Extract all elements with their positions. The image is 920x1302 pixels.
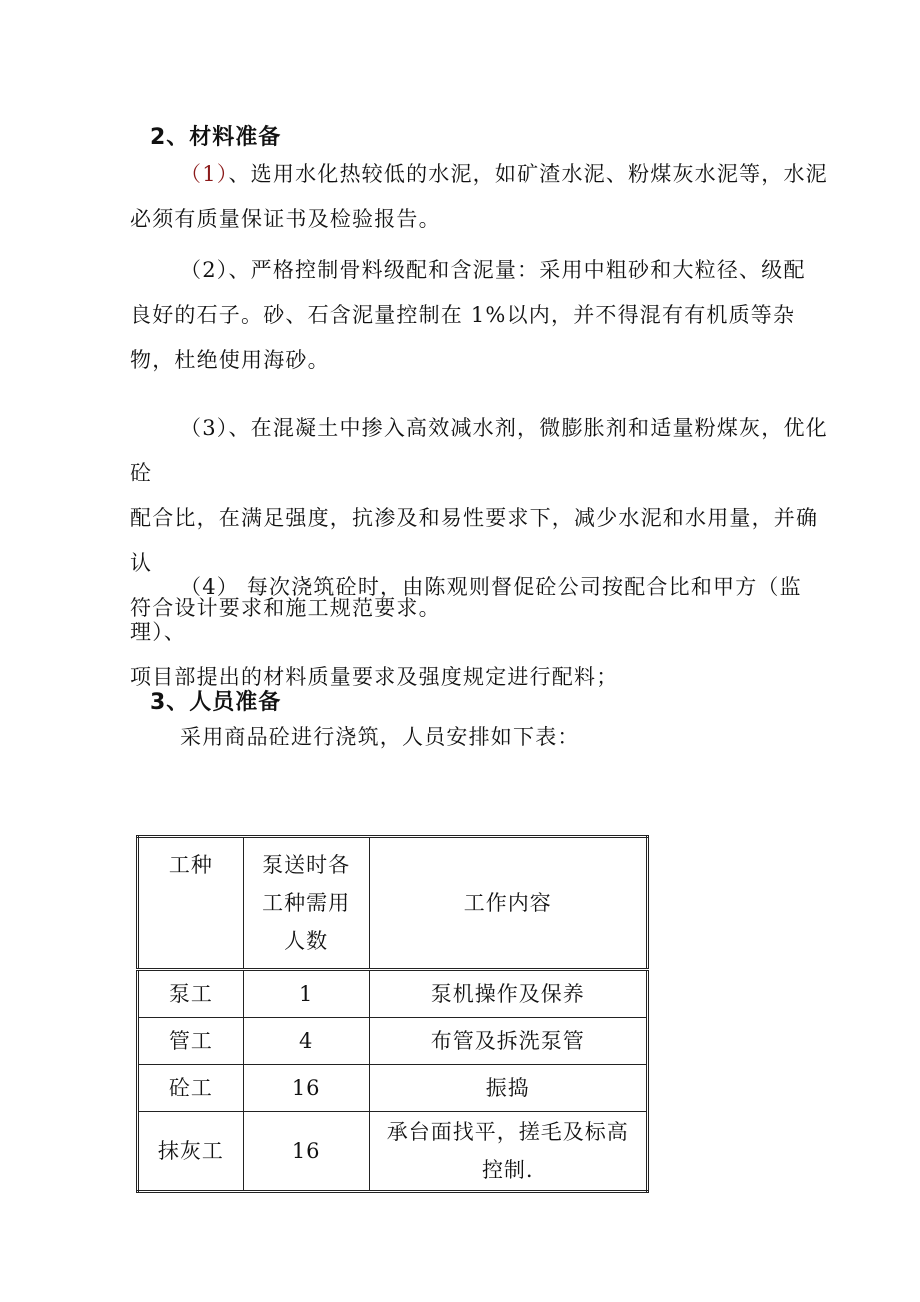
header-count-line-2: 工种需用	[262, 891, 351, 915]
item-3-line-3: 符合设计要求和施工规范要求。	[130, 596, 441, 620]
cell-work	[369, 1112, 647, 1192]
paragraph-item-2	[130, 248, 830, 383]
paragraph-item-4	[130, 565, 830, 700]
item-1-line-2: 必须有质量保证书及检验报告。	[130, 207, 441, 231]
item-3-line-1: （3）、在混凝土中掺入高效减水剂，微膨胀剂和适量粉煤灰，优化砼	[130, 416, 828, 485]
cell-count: 16	[243, 1112, 369, 1192]
header-count	[243, 837, 369, 970]
table-header-row	[138, 837, 648, 970]
cell-trade: 泵工	[138, 970, 244, 1018]
cell-trade: 砼工	[138, 1065, 244, 1112]
cell-work: 泵机操作及保养	[369, 970, 647, 1018]
header-work: 工作内容	[369, 837, 647, 970]
cell-work-line-2: 控制.	[481, 1158, 534, 1182]
header-count-line-3: 人数	[284, 929, 329, 953]
table-row	[138, 1065, 648, 1112]
item-1-number: （1）	[180, 162, 229, 186]
personnel-intro	[130, 715, 830, 760]
cell-trade: 抹灰工	[138, 1112, 244, 1192]
cell-trade: 管工	[138, 1018, 244, 1065]
table-row	[138, 970, 648, 1018]
cell-count: 1	[243, 970, 369, 1018]
paragraph-item-1	[130, 152, 830, 242]
personnel-intro-text: 采用商品砼进行浇筑，人员安排如下表：	[180, 725, 580, 749]
header-count-line-1: 泵送时各	[262, 853, 351, 877]
item-4-line-2: 项目部提出的材料质量要求及强度规定进行配料；	[130, 665, 619, 689]
cell-count: 16	[243, 1065, 369, 1112]
cell-work: 布管及拆洗泵管	[369, 1018, 647, 1065]
table-row	[138, 1112, 648, 1192]
item-1-line-1: 、选用水化热较低的水泥，如矿渣水泥、粉煤灰水泥等，水泥	[228, 162, 828, 186]
table-row	[138, 1018, 648, 1065]
cell-count: 4	[243, 1018, 369, 1065]
item-4-line-1: （4） 每次浇筑砼时，由陈观则督促砼公司按配合比和甲方（监理）、	[130, 575, 802, 644]
cell-work-line-1: 承台面找平，搓毛及标高	[386, 1120, 629, 1144]
section-heading-materials: 2、材料准备	[150, 125, 282, 150]
cell-work: 振捣	[369, 1065, 647, 1112]
header-trade: 工种	[138, 837, 244, 970]
item-3-line-2: 配合比，在满足强度，抗渗及和易性要求下，减少水泥和水用量，并确认	[130, 506, 819, 575]
staffing-table	[136, 835, 649, 1193]
item-2-line-2: 良好的石子。砂、石含泥量控制在 1%以内，并不得混有有机质等杂	[130, 303, 796, 327]
section-heading-personnel: 3、人员准备	[150, 690, 282, 715]
item-2-line-1: （2）、严格控制骨料级配和含泥量：采用中粗砂和大粒径、级配	[180, 258, 806, 282]
item-2-line-3: 物，杜绝使用海砂。	[130, 348, 330, 372]
